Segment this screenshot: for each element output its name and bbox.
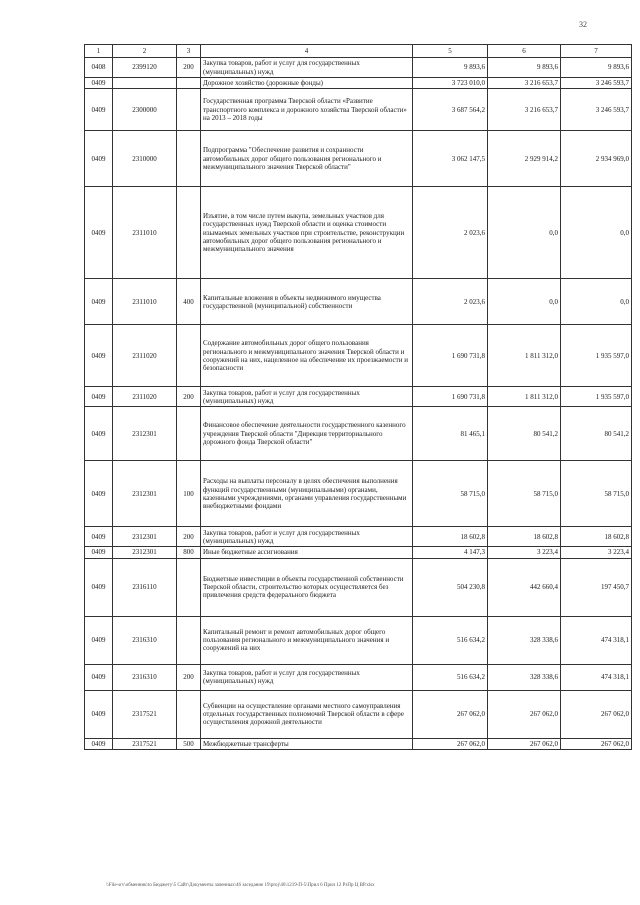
- table-row: [85, 78, 632, 89]
- table-row: [85, 325, 632, 387]
- section-code-cell: 0409: [85, 131, 113, 187]
- amount-cell: 1 935 597,0: [561, 387, 632, 407]
- section-code-cell: 0409: [85, 407, 113, 461]
- description-cell: Капитальный ремонт и ремонт автомобильных дорог общего пользования регионального и межмуниципального значения и сооружений на них: [201, 616, 413, 664]
- description-cell: Закупка товаров, работ и услуг для государственных (муниципальных) нужд: [201, 387, 413, 407]
- amount-cell: 328 338,6: [488, 664, 561, 690]
- amount-cell: 3 223,4: [561, 547, 632, 558]
- table-header-row: [85, 45, 632, 58]
- expense-type-cell: [177, 325, 201, 387]
- description-cell: Подпрограмма "Обеспечение развития и сохранности автомобильных дорог общего пользования регионального и межмуниципального значения Тверской области": [201, 131, 413, 187]
- table-row: [85, 738, 632, 749]
- expense-type-cell: 800: [177, 547, 201, 558]
- amount-cell: 4 147,3: [413, 547, 488, 558]
- description-cell: Субвенции на осуществление органами местного самоуправления отдельных государственных полномочий Тверской области в сфере осуществления дорожной деятельности: [201, 690, 413, 738]
- amount-cell: 267 062,0: [413, 690, 488, 738]
- amount-cell: 1 935 597,0: [561, 325, 632, 387]
- amount-cell: 81 465,1: [413, 407, 488, 461]
- target-article-cell: 2311010: [113, 279, 177, 325]
- description-cell: Расходы на выплаты персоналу в целях обеспечения выполнения функций государственными (муниципальными) органами, казенными учреждениями, органами управления государственными внебюджетными фондами: [201, 461, 413, 527]
- target-article-cell: 2317521: [113, 738, 177, 749]
- amount-cell: 9 893,6: [488, 58, 561, 78]
- amount-cell: 3 246 593,7: [561, 78, 632, 89]
- expense-type-cell: [177, 407, 201, 461]
- section-code-cell: 0409: [85, 325, 113, 387]
- amount-cell: 9 893,6: [413, 58, 488, 78]
- table-row: [85, 58, 632, 78]
- section-code-cell: 0409: [85, 187, 113, 279]
- amount-cell: 58 715,0: [413, 461, 488, 527]
- amount-cell: 516 634,2: [413, 664, 488, 690]
- description-cell: Финансовое обеспечение деятельности государственного казенного учреждения Тверской области "Дирекция территориального дорожного фонда Тверской области": [201, 407, 413, 461]
- amount-cell: 2 023,6: [413, 187, 488, 279]
- table-row: [85, 558, 632, 616]
- amount-cell: 2 934 969,0: [561, 131, 632, 187]
- section-code-cell: 0409: [85, 461, 113, 527]
- amount-cell: 2 929 914,2: [488, 131, 561, 187]
- table-row: [85, 387, 632, 407]
- amount-cell: 58 715,0: [488, 461, 561, 527]
- description-cell: Бюджетные инвестиции в объекты государственной собственности Тверской области, строительство которых осуществляется без привлечения средств федерального бюджета: [201, 558, 413, 616]
- amount-cell: 18 602,8: [488, 527, 561, 547]
- target-article-cell: 2312301: [113, 527, 177, 547]
- header-cell: 4: [201, 45, 413, 58]
- description-cell: Государственная программа Тверской области «Развитие транспортного комплекса и дорожного хозяйства Тверской области» на 2013 – 2018 годы: [201, 89, 413, 131]
- amount-cell: 3 246 593,7: [561, 89, 632, 131]
- amount-cell: 0,0: [561, 279, 632, 325]
- header-cell: 3: [177, 45, 201, 58]
- expense-type-cell: [177, 89, 201, 131]
- target-article-cell: 2312301: [113, 407, 177, 461]
- target-article-cell: 2311020: [113, 387, 177, 407]
- file-path-footer: \\File-srv\обменник\to Бюджету\5 Сайт\Документы заченных\46 заседание 19\proj\46\1219-П-5\Прил 6 Прил 12 РзПр Ц ВР.xlsx: [106, 883, 375, 888]
- amount-cell: 504 230,8: [413, 558, 488, 616]
- expense-type-cell: 200: [177, 387, 201, 407]
- expense-type-cell: 200: [177, 58, 201, 78]
- table-row: [85, 690, 632, 738]
- expense-type-cell: [177, 558, 201, 616]
- table-row: [85, 616, 632, 664]
- amount-cell: 80 541,2: [488, 407, 561, 461]
- amount-cell: 3 062 147,5: [413, 131, 488, 187]
- description-cell: Изъятие, в том числе путем выкупа, земельных участков для государственных нужд Тверской области и оценка стоимости изымаемых земельных участков при строительстве, реконструкции автомобильных дорог общего пользования регионального и межмуниципального значения: [201, 187, 413, 279]
- target-article-cell: 2316310: [113, 616, 177, 664]
- expense-type-cell: 100: [177, 461, 201, 527]
- expense-type-cell: 500: [177, 738, 201, 749]
- amount-cell: 197 450,7: [561, 558, 632, 616]
- description-cell: Содержание автомобильных дорог общего пользования регионального и межмуниципального значения Тверской области и сооружений на них, нацеленное на обеспечение их проезжаемости и безопасности: [201, 325, 413, 387]
- amount-cell: 474 318,1: [561, 616, 632, 664]
- amount-cell: 1 690 731,8: [413, 325, 488, 387]
- description-cell: Закупка товаров, работ и услуг для государственных (муниципальных) нужд: [201, 664, 413, 690]
- amount-cell: 0,0: [488, 279, 561, 325]
- amount-cell: 1 690 731,8: [413, 387, 488, 407]
- amount-cell: 328 338,6: [488, 616, 561, 664]
- amount-cell: 267 062,0: [413, 738, 488, 749]
- amount-cell: 267 062,0: [488, 738, 561, 749]
- amount-cell: 267 062,0: [488, 690, 561, 738]
- expense-type-cell: [177, 616, 201, 664]
- amount-cell: 2 023,6: [413, 279, 488, 325]
- description-cell: Дорожное хозяйство (дорожные фонды): [201, 78, 413, 89]
- section-code-cell: 0409: [85, 664, 113, 690]
- amount-cell: 18 602,8: [561, 527, 632, 547]
- table-row: [85, 664, 632, 690]
- amount-cell: 18 602,8: [413, 527, 488, 547]
- section-code-cell: 0409: [85, 89, 113, 131]
- target-article-cell: 2317521: [113, 690, 177, 738]
- section-code-cell: 0409: [85, 738, 113, 749]
- target-article-cell: 2316310: [113, 664, 177, 690]
- amount-cell: 267 062,0: [561, 690, 632, 738]
- section-code-cell: 0409: [85, 279, 113, 325]
- expense-type-cell: 400: [177, 279, 201, 325]
- amount-cell: 0,0: [488, 187, 561, 279]
- target-article-cell: 2316110: [113, 558, 177, 616]
- amount-cell: 3 216 653,7: [488, 78, 561, 89]
- section-code-cell: 0409: [85, 547, 113, 558]
- amount-cell: 516 634,2: [413, 616, 488, 664]
- expense-type-cell: [177, 131, 201, 187]
- amount-cell: 9 893,6: [561, 58, 632, 78]
- section-code-cell: 0409: [85, 616, 113, 664]
- description-cell: Закупка товаров, работ и услуг для государственных (муниципальных) нужд: [201, 58, 413, 78]
- section-code-cell: 0409: [85, 690, 113, 738]
- amount-cell: 58 715,0: [561, 461, 632, 527]
- section-code-cell: 0409: [85, 558, 113, 616]
- budget-table: [84, 44, 632, 750]
- amount-cell: 1 811 312,0: [488, 325, 561, 387]
- target-article-cell: 2312301: [113, 547, 177, 558]
- amount-cell: 80 541,2: [561, 407, 632, 461]
- expense-type-cell: 200: [177, 527, 201, 547]
- section-code-cell: 0409: [85, 527, 113, 547]
- expense-type-cell: [177, 187, 201, 279]
- header-cell: 2: [113, 45, 177, 58]
- table-row: [85, 547, 632, 558]
- header-cell: 5: [413, 45, 488, 58]
- header-cell: 1: [85, 45, 113, 58]
- section-code-cell: 0409: [85, 387, 113, 407]
- amount-cell: 3 216 653,7: [488, 89, 561, 131]
- table-row: [85, 461, 632, 527]
- description-cell: Закупка товаров, работ и услуг для государственных (муниципальных) нужд: [201, 527, 413, 547]
- amount-cell: 1 811 312,0: [488, 387, 561, 407]
- table-row: [85, 131, 632, 187]
- table-row: [85, 527, 632, 547]
- header-cell: 7: [561, 45, 632, 58]
- page-number: 32: [579, 20, 587, 29]
- table-row: [85, 279, 632, 325]
- target-article-cell: 2311020: [113, 325, 177, 387]
- table-row: [85, 407, 632, 461]
- description-cell: Капитальные вложения в объекты недвижимого имущества государственной (муниципальной) собственности: [201, 279, 413, 325]
- expense-type-cell: 200: [177, 664, 201, 690]
- amount-cell: 3 223,4: [488, 547, 561, 558]
- target-article-cell: 2312301: [113, 461, 177, 527]
- expense-type-cell: [177, 690, 201, 738]
- amount-cell: 0,0: [561, 187, 632, 279]
- header-cell: 6: [488, 45, 561, 58]
- target-article-cell: 2310000: [113, 131, 177, 187]
- amount-cell: 3 687 564,2: [413, 89, 488, 131]
- target-article-cell: 2300000: [113, 89, 177, 131]
- description-cell: Межбюджетные трансферты: [201, 738, 413, 749]
- amount-cell: 442 660,4: [488, 558, 561, 616]
- table-row: [85, 89, 632, 131]
- target-article-cell: 2399120: [113, 58, 177, 78]
- target-article-cell: 2311010: [113, 187, 177, 279]
- expense-type-cell: [177, 78, 201, 89]
- amount-cell: 3 723 010,0: [413, 78, 488, 89]
- amount-cell: 267 062,0: [561, 738, 632, 749]
- description-cell: Иные бюджетные ассигнования: [201, 547, 413, 558]
- section-code-cell: 0408: [85, 58, 113, 78]
- section-code-cell: 0409: [85, 78, 113, 89]
- table-row: [85, 187, 632, 279]
- amount-cell: 474 318,1: [561, 664, 632, 690]
- target-article-cell: [113, 78, 177, 89]
